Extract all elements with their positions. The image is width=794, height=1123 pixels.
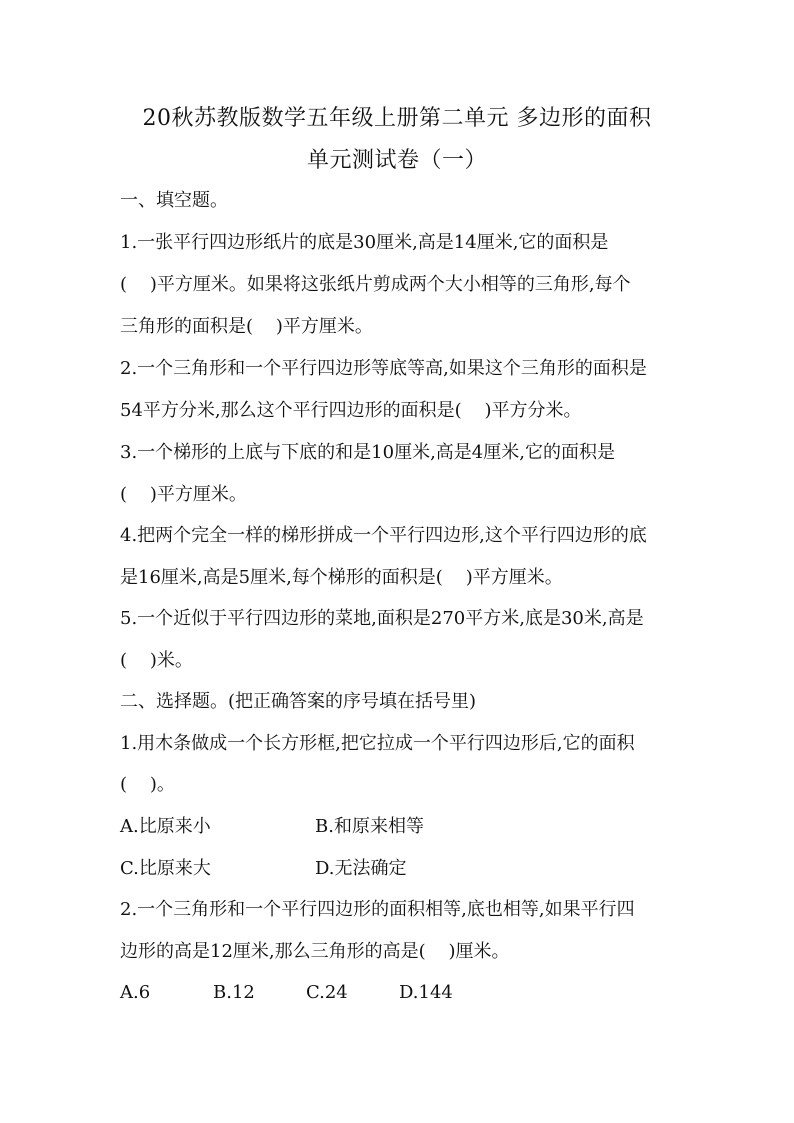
question-line: 边形的高是12厘米,那么三角形的高是( )厘米。 bbox=[120, 941, 510, 962]
question-line: 4.把两个完全一样的梯形拼成一个平行四边形,这个平行四边形的底 bbox=[120, 525, 647, 546]
question-line: ( )。 bbox=[120, 774, 175, 795]
section-heading-multiple-choice: 二、选择题。(把正确答案的序号填在括号里) bbox=[120, 691, 477, 712]
choice-option-a: A.比原来小 bbox=[120, 816, 211, 837]
question-line: 5.一个近似于平行四边形的菜地,面积是270平方米,底是30米,高是 bbox=[120, 608, 644, 629]
question-line: 1.一张平行四边形纸片的底是30厘米,高是14厘米,它的面积是 bbox=[120, 232, 609, 253]
page-title-line-1: 20秋苏教版数学五年级上册第二单元 多边形的面积 bbox=[142, 106, 652, 131]
page-title-line-2: 单元测试卷（一） bbox=[306, 148, 487, 173]
section-heading-fill-in: 一、填空题。 bbox=[120, 190, 228, 211]
question-line: 3.一个梯形的上底与下底的和是10厘米,高是4厘米,它的面积是 bbox=[120, 442, 615, 463]
choice-option-b: B.12 bbox=[213, 982, 255, 1003]
choice-option-a: A.6 bbox=[120, 982, 151, 1003]
choice-option-c: C.比原来大 bbox=[120, 858, 211, 879]
choice-option-c: C.24 bbox=[306, 982, 348, 1003]
question-line: ( )平方厘米。如果将这张纸片剪成两个大小相等的三角形,每个 bbox=[120, 274, 631, 295]
choice-option-d: D.无法确定 bbox=[315, 858, 407, 879]
question-line: 三角形的面积是( )平方厘米。 bbox=[120, 316, 373, 337]
question-line: ( )米。 bbox=[120, 650, 193, 671]
question-line: 2.一个三角形和一个平行四边形的面积相等,底也相等,如果平行四 bbox=[120, 899, 635, 920]
question-line: 54平方分米,那么这个平行四边形的面积是( )平方分米。 bbox=[120, 400, 582, 421]
question-line: ( )平方厘米。 bbox=[120, 484, 247, 505]
question-line: 是16厘米,高是5厘米,每个梯形的面积是( )平方厘米。 bbox=[120, 567, 563, 588]
choice-option-b: B.和原来相等 bbox=[315, 816, 424, 837]
question-line: 1.用木条做成一个长方形框,把它拉成一个平行四边形后,它的面积 bbox=[120, 733, 635, 754]
question-line: 2.一个三角形和一个平行四边形等底等高,如果这个三角形的面积是 bbox=[120, 358, 647, 379]
choice-option-d: D.144 bbox=[399, 982, 453, 1003]
